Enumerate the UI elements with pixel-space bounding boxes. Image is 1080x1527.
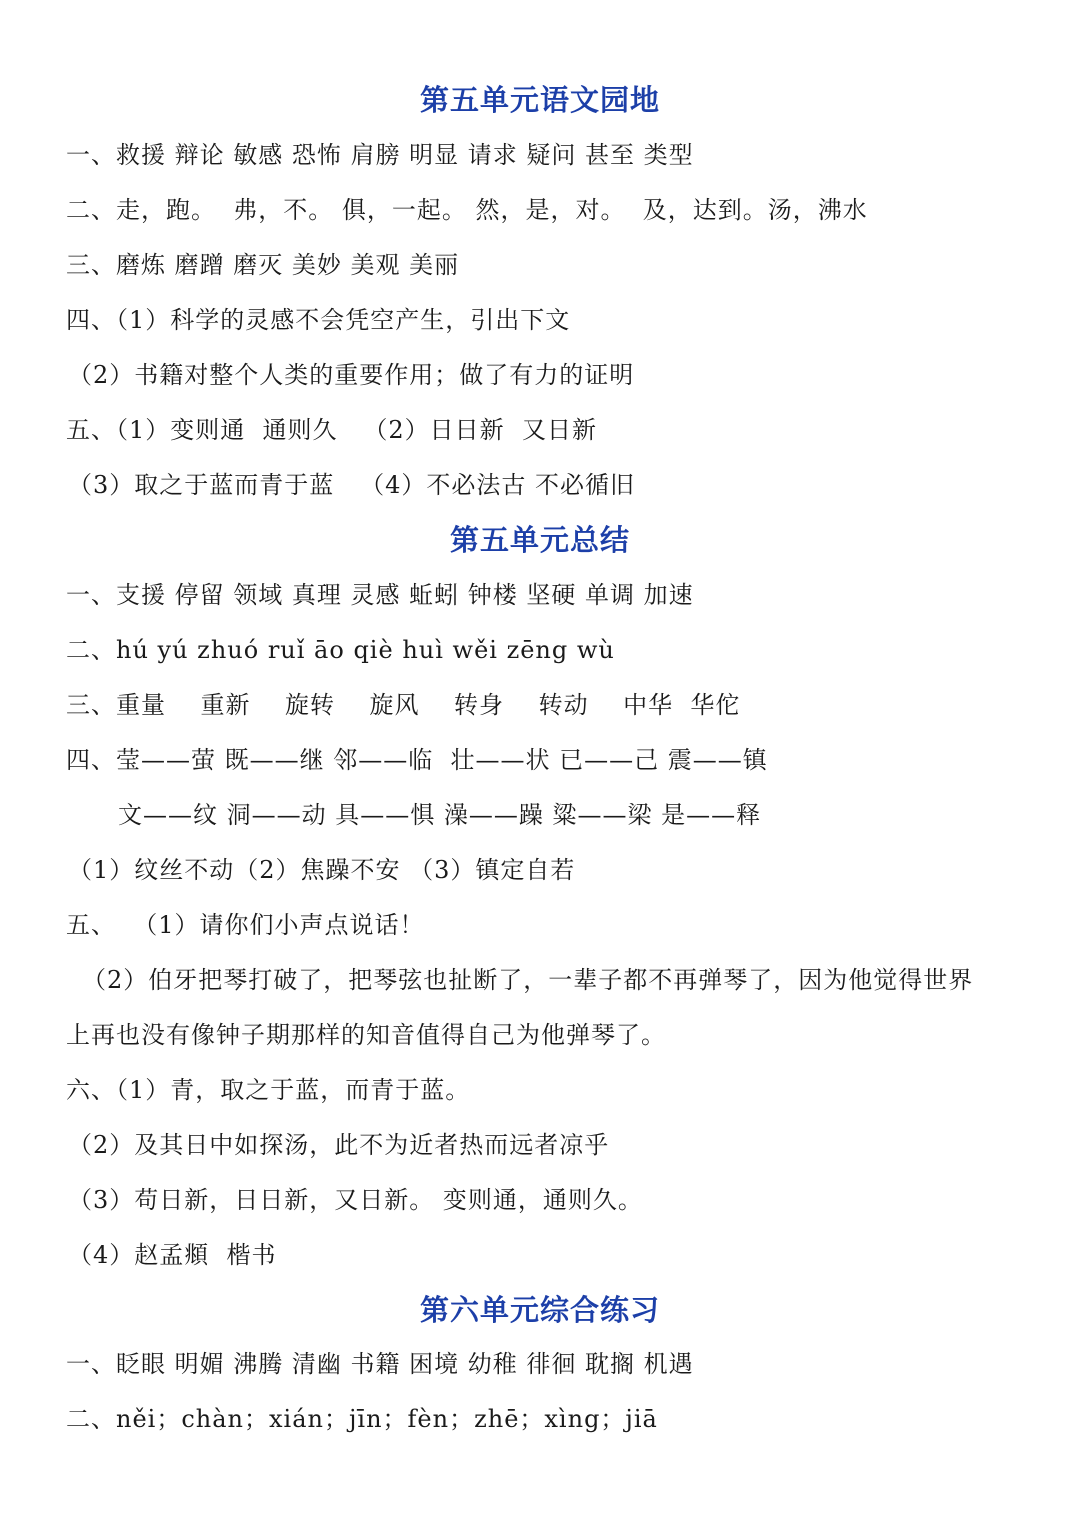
answer-line: 二、hú yú zhuó ruǐ āo qiè huì wěi zēng wù [66,636,615,664]
answer-line: 文——纹 洞——动 具——惧 澡——躁 粱——梁 是——释 [118,801,762,829]
answer-line: 三、重量 重新 旋转 旋风 转身 转动 中华 华佗 [66,691,741,719]
answer-line: 五、（1）变则通 通则久 （2）日日新 又日新 [66,416,597,444]
answer-line: （3）苟日新，日日新，又日新。 变则通，通则久。 [68,1186,643,1214]
answer-line: （3）取之于蓝而青于蓝 （4）不必法古 不必循旧 [68,471,636,499]
answer-line: 六、（1）青，取之于蓝，而青于蓝。 [66,1076,471,1104]
section-title-unit6-practice: 第六单元综合练习 [419,1293,660,1327]
answer-line: （2）伯牙把琴打破了，把琴弦也扯断了，一辈子都不再弹琴了，因为他觉得世界 [82,966,974,994]
answer-line: 五、 （1）请你们小声点说话！ [66,911,425,939]
answer-line: （1）纹丝不动（2）焦躁不安 （3）镇定自若 [68,856,576,884]
answer-line: 一、眨眼 明媚 沸腾 清幽 书籍 困境 幼稚 徘徊 耽搁 机遇 [66,1350,694,1378]
answer-line: 二、走，跑。 弗，不。 俱，一起。 然，是，对。 及，达到。汤，沸水 [66,196,868,224]
answer-line: 上再也没有像钟子期那样的知音值得自己为他弹琴了。 [66,1021,666,1049]
section-title-unit5-garden: 第五单元语文园地 [419,83,660,117]
answer-line: 四、（1）科学的灵感不会凭空产生，引出下文 [66,306,571,334]
answer-line: 二、něi；chàn；xián；jīn；fèn；zhē；xìng；jiā [66,1405,658,1433]
section-title-unit5-summary: 第五单元总结 [449,523,630,557]
answer-line: 一、支援 停留 领域 真理 灵感 蚯蚓 钟楼 坚硬 单调 加速 [66,581,694,609]
answer-line: （2）及其日中如探汤，此不为近者热而远者凉乎 [68,1131,610,1159]
answer-line: （4）赵孟頫 楷书 [68,1241,277,1269]
answer-line: 三、磨炼 磨蹭 磨灭 美妙 美观 美丽 [66,251,460,279]
answer-line: （2）书籍对整个人类的重要作用；做了有力的证明 [68,361,635,389]
answer-line: 一、救援 辩论 敏感 恐怖 肩膀 明显 请求 疑问 甚至 类型 [66,141,694,169]
answer-line: 四、莹——萤 既——继 邻——临 壮——状 已——己 震——镇 [66,746,768,774]
